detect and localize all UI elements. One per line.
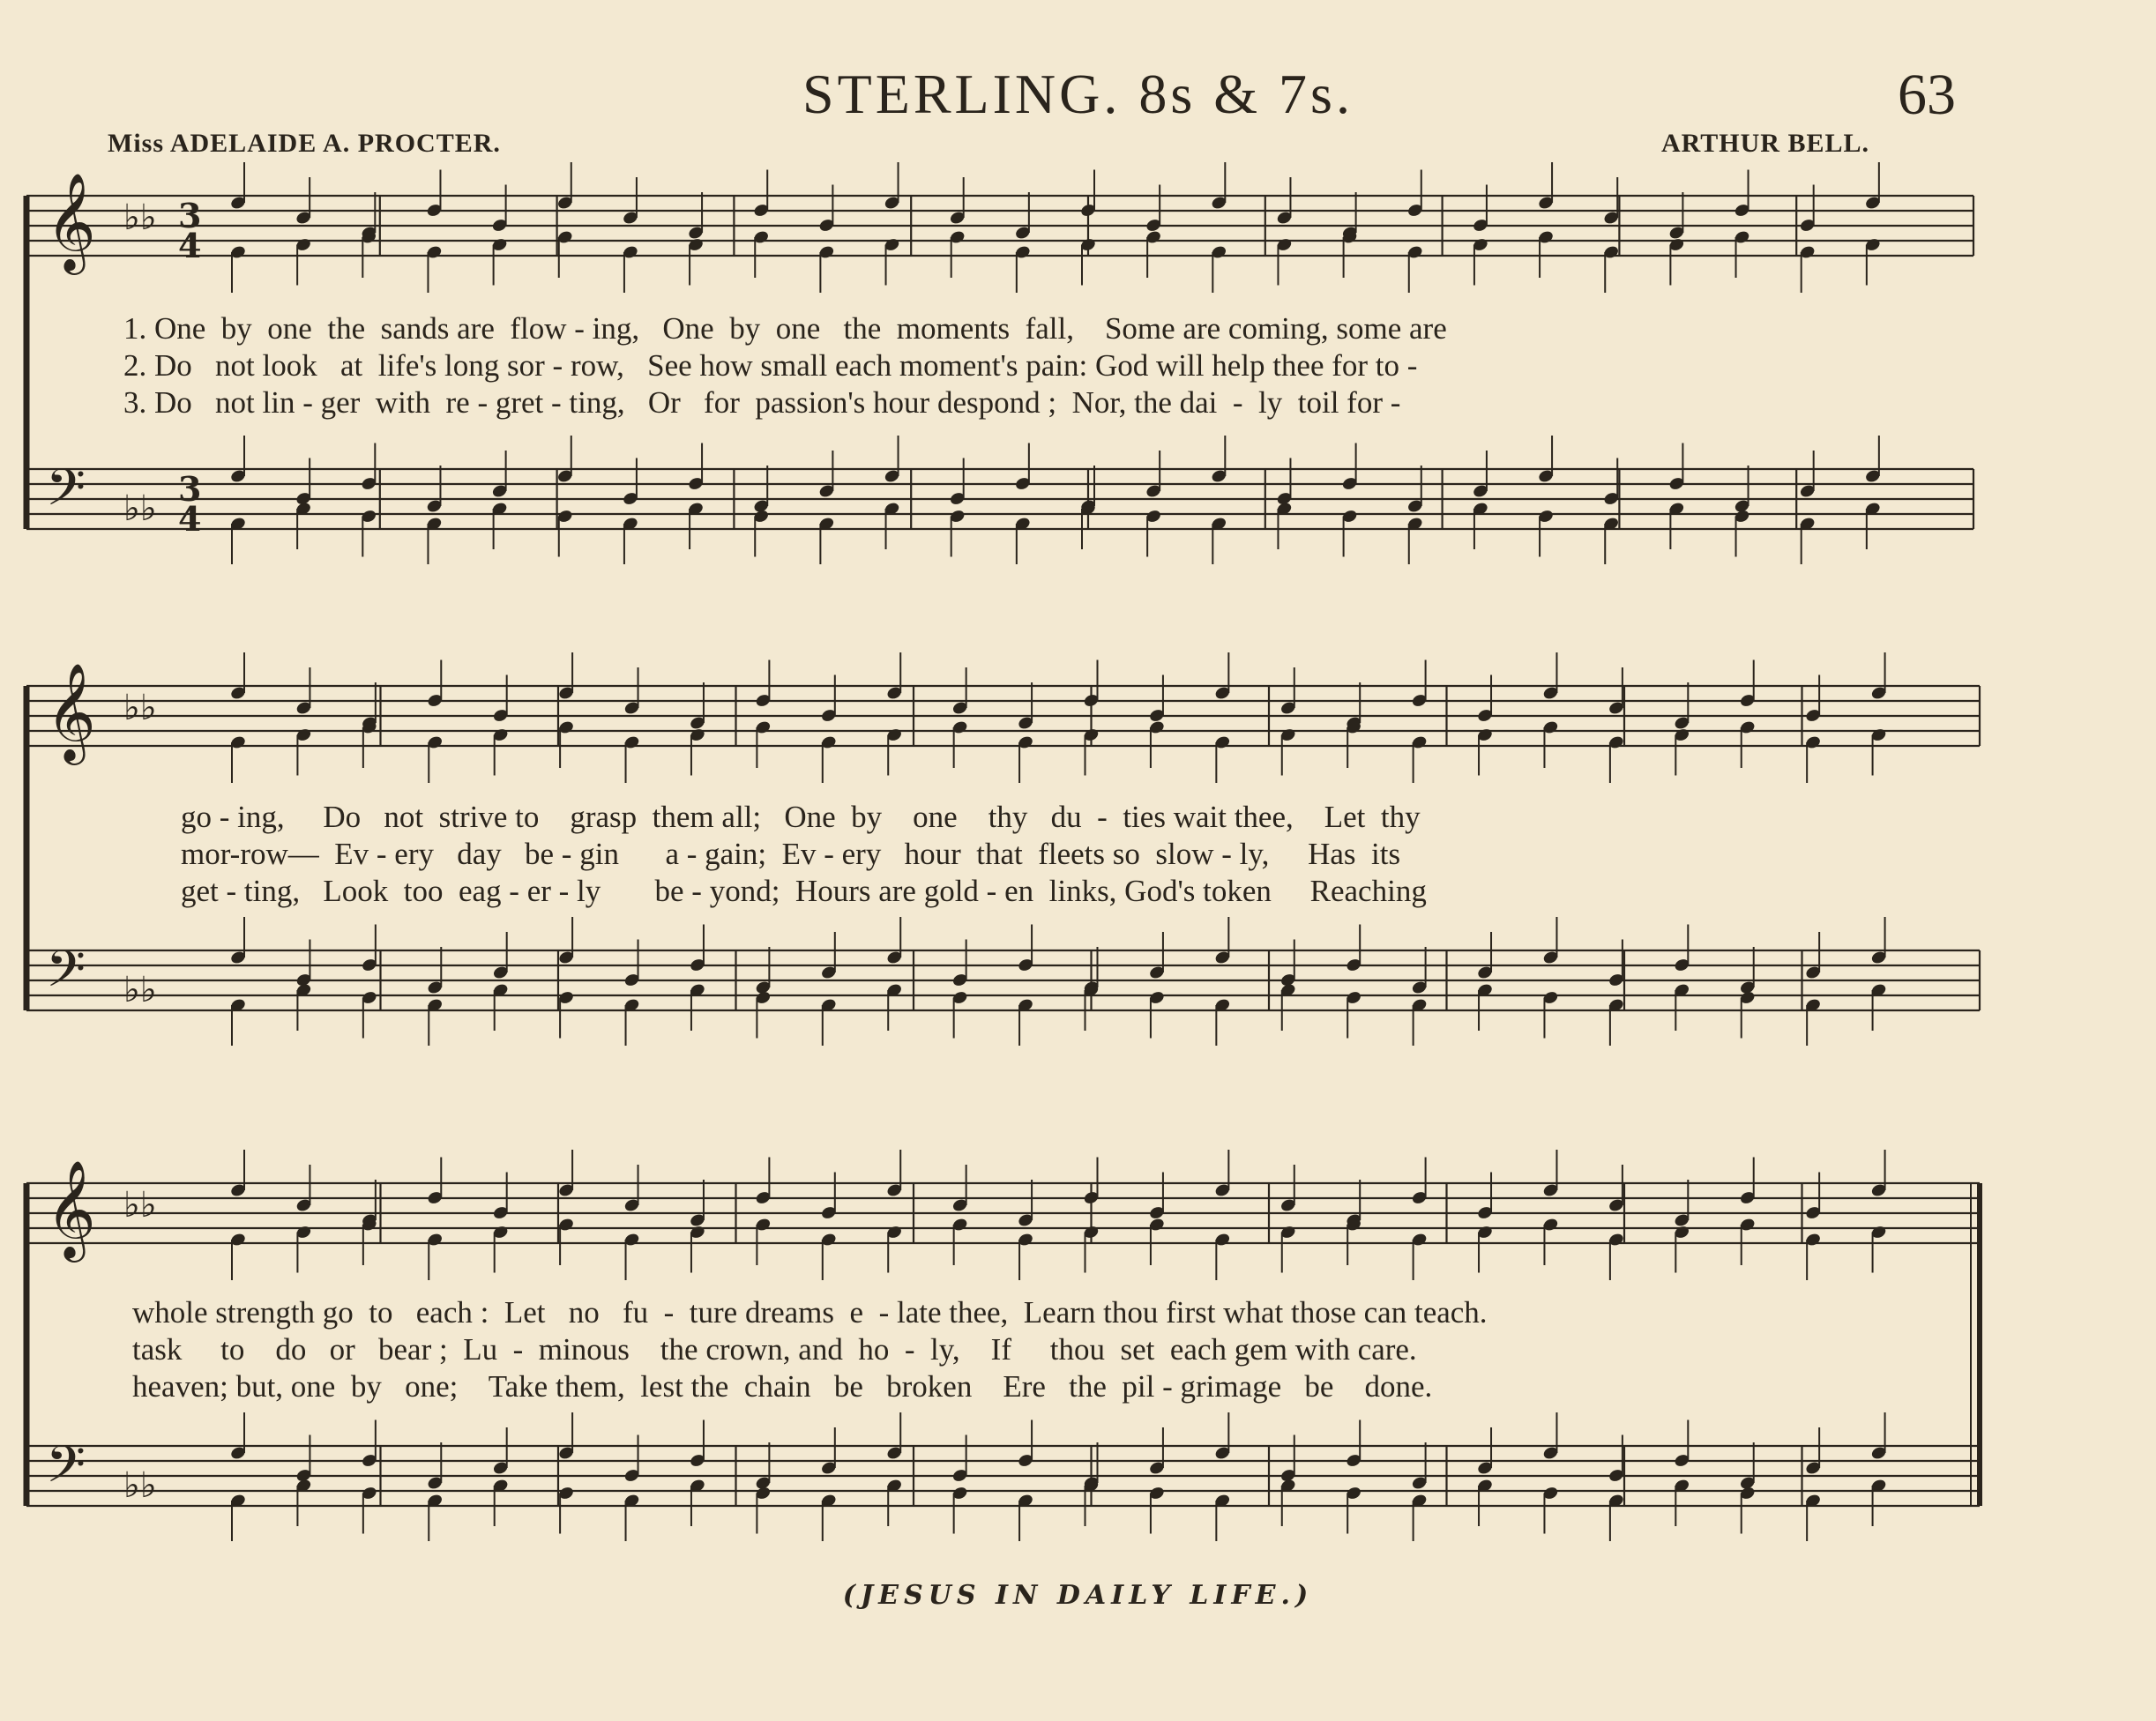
page-number: 63 [1898, 63, 1956, 127]
lyric-verse-1: 1. One by one the sands are flow - ing, One by one the moments fall, Some are coming, some are [123, 311, 1447, 346]
treble-clef: 𝄞 [46, 1159, 96, 1258]
composer-credit: ARTHUR BELL. [1661, 129, 1869, 158]
time-signature: 3 [178, 196, 202, 235]
lyric-verse-2: task to do or bear ; Lu - minous the crown, and ho - ly, If thou set each gem with care. [132, 1332, 1417, 1367]
treble-clef: 𝄞 [46, 172, 96, 271]
lyricist-credit: Miss ADELAIDE A. PROCTER. [108, 129, 501, 158]
hymn-subtitle: (JESUS IN DAILY LIFE.) [842, 1580, 1314, 1611]
flat-sign: ♭♭ [123, 488, 157, 529]
time-signature: 4 [178, 226, 202, 265]
lyric-verse-1: go - ing, Do not strive to grasp them all; One by one thy du - ties wait thee, Let thy [181, 800, 1421, 834]
lyric-verse-3: get - ting, Look too eag - er - ly be - yond; Hours are gold - en links, God's token Reaching [181, 874, 1427, 908]
flat-sign: ♭♭ [123, 1465, 157, 1506]
lyric-verse-2: 2. Do not look at life's long sor - row, See how small each moment's pain: God will help thee for to - [123, 348, 1418, 383]
lyric-verse-3: heaven; but, one by one; Take them, lest the chain be broken Ere the pil - grimage be done. [132, 1369, 1433, 1404]
treble-clef: 𝄞 [46, 662, 96, 761]
flat-sign: ♭♭ [123, 1185, 157, 1226]
lyric-verse-3: 3. Do not lin - ger with re - gret - ting, Or for passion's hour despond ; Nor, the dai - ly toil for - [123, 385, 1401, 420]
flat-sign: ♭♭ [123, 688, 157, 728]
time-signature: 3 [178, 469, 202, 509]
lyrics-system-1 [123, 310, 1993, 421]
flat-sign: ♭♭ [123, 197, 157, 238]
time-signature: 4 [178, 499, 202, 539]
bass-clef: 𝄢 [46, 939, 86, 1011]
hymn-title: STERLING. 8s & 7s. [802, 63, 1354, 125]
bass-clef: 𝄢 [46, 1434, 86, 1507]
lyrics-system-3 [132, 1294, 2002, 1405]
lyric-verse-2: mor-row— Ev - ery day be - gin a - gain; Ev - ery hour that fleets so slow - ly, Has its [181, 837, 1401, 871]
bass-clef: 𝄢 [46, 458, 86, 530]
lyrics-system-2 [181, 799, 2050, 910]
lyric-verse-1: whole strength go to each : Let no fu - ture dreams e - late thee, Learn thou first what those can teach. [132, 1295, 1488, 1330]
flat-sign: ♭♭ [123, 970, 157, 1010]
